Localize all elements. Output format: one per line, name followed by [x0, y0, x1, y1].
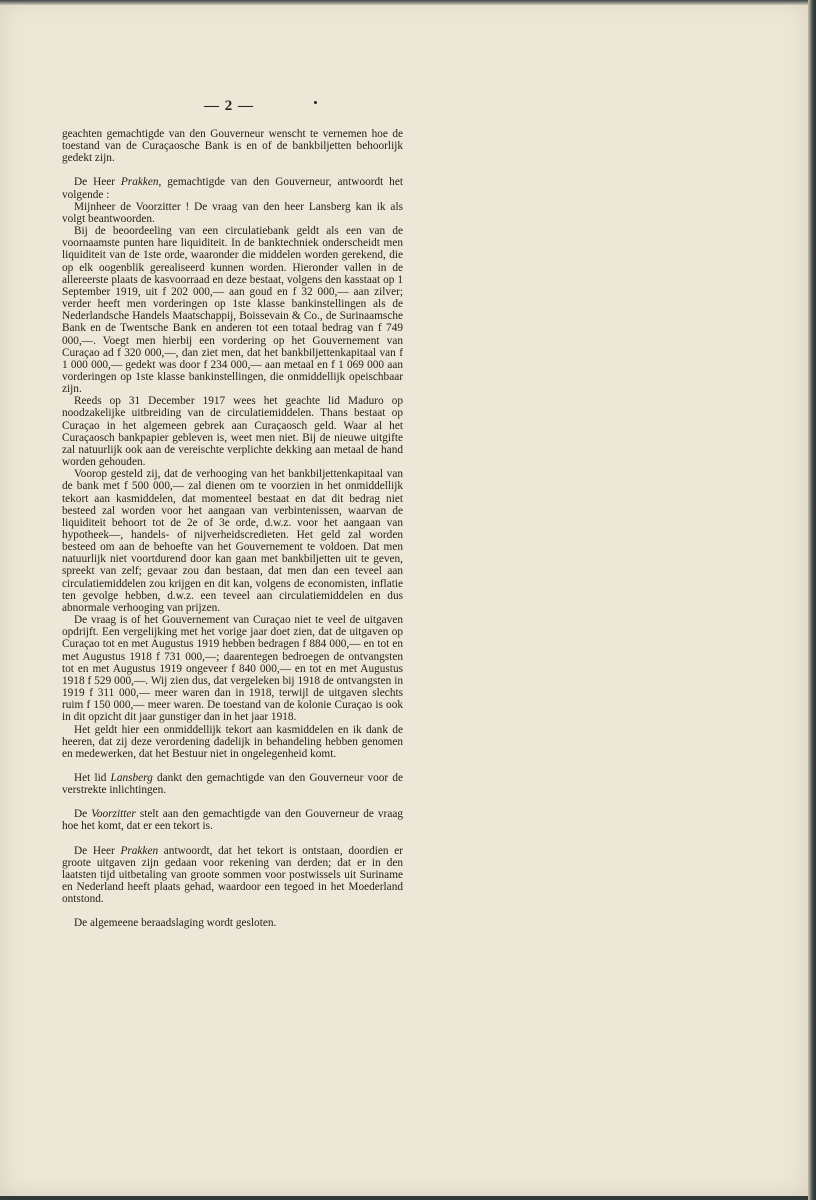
text-run: Reeds op 31 December 1917 wees het geachte lid Maduro op noodzakelijke uitbreiding van de circulatiemiddelen. Thans bestaat op Curaçao in het algemeen gebrek aan Curaçaosch geld. Waar al het Curaçaosch bankpapier gebleven is, weet men niet. Bij de nieuwe uitgifte zal natuurlijk ook aan de vereischte verplichte dekking aan metaal de hand worden gehouden. — [62, 395, 403, 469]
text-run: stelt aan den gemachtigde van den Gouverneur de vraag hoe het komt, dat er een tekort is. — [62, 808, 403, 833]
text-run: Bij de beoordeeling van een circulatiebank geldt als een van de voornaamste punten hare liquiditeit. In de banktechniek onderscheidt men liquiditeit van de 1ste orde, waaronder die middelen worden gerekend, die op elk oogenblik gerealiseerd kunnen worden. Hieronder vallen in de allereerste plaats de kasvoorraad en deze bestaat, volgens den kasstaat op 1 September 1919, uit f 202 000,— aan goud en f 32 000,— aan zilver; verder heeft men vorderingen op 1ste klasse bankinstellingen als de Nederlandsche Handels Maatschappij, Boissevain & Co., de Surinaamsche Bank en de Twentsche Bank en anderen tot een totaal bedrag van f 749 000,—. Voegt men hierbij een vordering op het Gouvernement van Curaçao ad f 320 000,—, dan ziet men, dat het bankbiljettenkapitaal van f 1 000 000,— gedekt was door f 234 000,— aan metaal en f 1 069 000 aan vorderingen op 1ste klasse bankinstellingen, die onmiddellijk opeischbaar zijn. — [62, 225, 403, 396]
text-run: De vraag is of het Gouvernement van Curaçao niet te veel de uitgaven opdrijft. Een vergelijking met het vorige jaar doet zien, dat de uitgaven op Curaçao tot en met Augustus 1919 hebben bedragen f 884 000,— en tot en met Augustus 1918 f 731 000,—; daarentegen bedroegen de ontvangsten tot en met Augustus 1919 ongeveer f 840 000,— en tot en met Augustus 1918 f 529 000,—. Wij zien dus, dat vergeleken bij 1918 de ontvangsten in 1919 f 311 000,— meer waren dan in 1918, terwijl de uitgaven slechts ruim f 150 000,— meer waren. De toestand van de kolonie Curaçao is ook in dit opzicht dit jaar gunstiger dan in het jaar 1918. — [62, 614, 403, 724]
page-right-edge — [808, 0, 816, 1200]
paragraph — [62, 395, 403, 468]
paragraph — [62, 917, 403, 929]
text-run: Het geldt hier een onmiddellijk tekort aan kasmiddelen en ik dank de heeren, dat zij deze verordening dadelijk in behandeling hebben genomen en medewerken, dat het Bestuur niet in ongelegenheid komt. — [62, 723, 403, 760]
ink-speck — [314, 101, 317, 104]
paragraph — [62, 614, 403, 723]
paragraph — [62, 772, 403, 796]
text-run: geachten gemachtigde van den Gouverneur wenscht te vernemen hoe de toestand van de Curaçaosche Bank is en of de bankbiljetten behoorlijk gedekt zijn. — [62, 128, 403, 165]
paragraph — [62, 468, 403, 614]
page-top-edge — [0, 0, 808, 5]
text-run: , gemachtigde van den Gouverneur, antwoordt het volgende : — [62, 176, 403, 201]
text-run: Het lid — [74, 771, 111, 784]
paragraph — [62, 808, 403, 832]
text-run: De Heer — [74, 176, 121, 189]
text-run: Mijnheer de Voorzitter ! De vraag van den heer Lansberg kan ik als volgt beantwoorden. — [62, 200, 403, 225]
text-run: De algemeene beraadslaging wordt gesloten. — [74, 917, 277, 930]
text-run: De — [74, 808, 92, 821]
paragraph — [62, 128, 403, 164]
paragraph — [62, 176, 403, 200]
paragraph — [62, 724, 403, 760]
speaker-name: Prakken — [120, 176, 159, 189]
text-run: antwoordt, dat het tekort is ontstaan, doordien er groote uitgaven zijn gedaan voor rekening van derden; dat er in den laatsten tijd uitbetaling van groote sommen voor postwissels uit Suriname en Nederland heeft plaats gehad, waardoor een tegoed in het Moederland ontstond. — [62, 844, 403, 906]
speaker-name: Prakken — [120, 844, 159, 857]
speaker-name: Voorzitter — [91, 808, 136, 821]
body-text — [62, 128, 403, 930]
paragraph — [62, 201, 403, 225]
speaker-name: Lansberg — [110, 771, 153, 784]
text-run: De Heer — [74, 844, 121, 857]
paragraph — [62, 225, 403, 395]
text-run: dankt den gemachtigde van den Gouverneur voor de verstrekte inlichtingen. — [62, 771, 403, 797]
page-number: — 2 — — [204, 98, 254, 114]
text-run: Voorop gesteld zij, dat de verhooging van het bankbiljettenkapitaal van de bank met f 500 000,— zal dienen om te voorzien in het onmiddellijk tekort aan kasmiddelen, dat momenteel bestaat en dat dit bedrag niet besteed zal worden voor het aangaan van verbintenissen, waarvan de liquiditeit behoort tot de 2e of 3e orde, d.w.z. voor het aangaan van hypotheek—, handels- of nijverheidscredieten. Het geld zal worden besteed om aan de behoefte van het Gouvernement te voldoen. Dat men natuurlijk niet voortdurend door kan gaan met bankbiljetten uit te geven, spreekt van zelf; gevaar zou dan bestaan, dat men dan een teveel aan circulatiemiddelen zou krijgen en dit kan, volgens de economisten, inflatie ten gevolge hebben, d.w.z. een teveel aan circulatiemiddelen en dus abnormale verhooging van prijzen. — [62, 468, 403, 614]
paragraph — [62, 845, 403, 906]
